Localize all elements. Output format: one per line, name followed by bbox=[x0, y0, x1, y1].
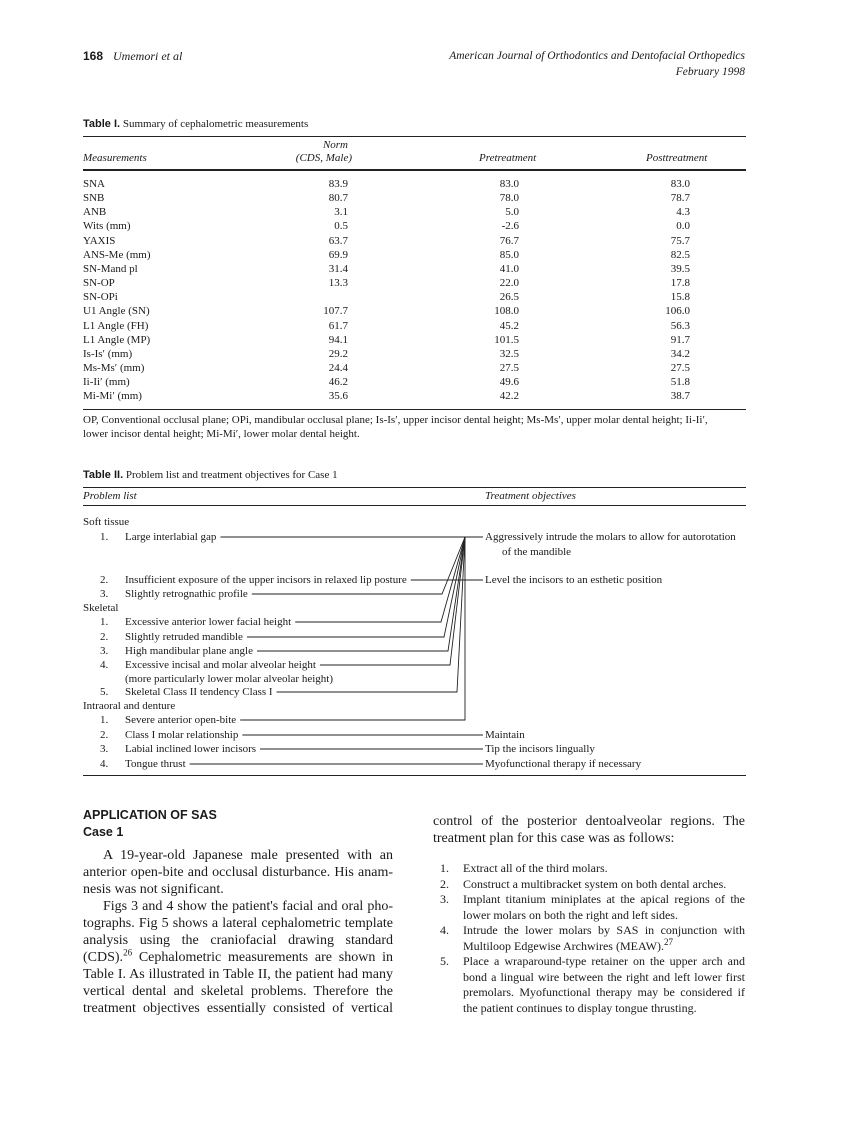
posttreatment-value: 75.7 bbox=[670, 234, 690, 247]
pretreatment-value: 101.5 bbox=[494, 333, 519, 346]
norm-value: 13.3 bbox=[328, 277, 348, 290]
col-header-post: Posttreatment bbox=[646, 152, 708, 164]
problem-item: Excessive anterior lower facial height bbox=[125, 616, 292, 628]
problem-item: Excessive incisal and molar alveolar height bbox=[125, 659, 316, 671]
table1-footnote-line: OP, Conventional occlusal plane; OPi, mandibular occlusal plane; Is-Is′, upper incisor dental height; Ms-Ms′, upper molar dental height; Ii-Ii′, bbox=[83, 414, 708, 426]
posttreatment-value: 39.5 bbox=[670, 262, 690, 275]
connector-line bbox=[252, 537, 465, 594]
plan-item-number: 2. bbox=[440, 876, 449, 891]
plan-item-number: 5. bbox=[440, 954, 449, 968]
norm-value: 31.4 bbox=[328, 262, 348, 275]
row-label: U1 Angle (SN) bbox=[83, 305, 150, 318]
pretreatment-value: 42.2 bbox=[499, 390, 519, 403]
plan-item bbox=[440, 861, 745, 877]
problem-item: Severe anterior open-bite bbox=[125, 714, 237, 726]
section-subheading: Case 1 bbox=[83, 825, 124, 839]
text-line: tographs. Fig 5 shows a lateral cephalometric template bbox=[83, 916, 393, 931]
item-number: 2. bbox=[100, 631, 109, 643]
norm-value: 29.2 bbox=[328, 347, 348, 360]
text-line: nesis was not significant. bbox=[83, 882, 224, 897]
section-label: Skeletal bbox=[83, 602, 119, 614]
text-line: control of the posterior dentoalveolar regions. The bbox=[433, 814, 745, 829]
item-number: 1. bbox=[100, 531, 109, 543]
problem-item: Class I molar relationship bbox=[125, 729, 239, 741]
connector-line bbox=[240, 537, 465, 720]
text-line: analysis using the craniofacial drawing standard bbox=[83, 933, 393, 948]
row-label: SN-Mand pl bbox=[83, 262, 138, 275]
row-label: ANB bbox=[83, 206, 107, 219]
text-line: Figs 3 and 4 show the patient's facial and oral pho- bbox=[103, 899, 393, 914]
connector-line bbox=[277, 537, 465, 692]
item-number: 1. bbox=[100, 616, 109, 628]
posttreatment-value: 83.0 bbox=[670, 178, 690, 190]
row-label: Ms-Ms′ (mm) bbox=[83, 361, 145, 374]
col-header-objectives: Treatment objectives bbox=[485, 490, 576, 502]
problem-item: Slightly retrognathic profile bbox=[125, 588, 248, 600]
text-line: treatment objectives essentially consisted of vertical bbox=[83, 1001, 393, 1016]
connector-line bbox=[320, 537, 465, 665]
col-header-pre: Pretreatment bbox=[479, 152, 537, 164]
pretreatment-value: 5.0 bbox=[505, 206, 519, 219]
journal-title: American Journal of Orthodontics and Dentofacial Orthopedics bbox=[449, 50, 745, 62]
table-label: Table I. bbox=[83, 118, 121, 130]
section-label: Intraoral and denture bbox=[83, 700, 176, 712]
plan-item-number: 4. bbox=[440, 923, 449, 937]
pretreatment-value: 41.0 bbox=[499, 262, 519, 275]
row-label: YAXIS bbox=[83, 234, 116, 247]
row-label: Wits (mm) bbox=[83, 220, 131, 233]
item-number: 3. bbox=[100, 588, 109, 600]
text-span: Multiloop Edgewise Archwires (MEAW). bbox=[463, 938, 664, 953]
pretreatment-value: 49.6 bbox=[499, 376, 519, 389]
text-line bbox=[83, 949, 393, 966]
problem-item: (more particularly lower molar alveolar height) bbox=[125, 673, 333, 685]
item-number: 1. bbox=[100, 714, 109, 726]
connector-line bbox=[295, 537, 465, 622]
pretreatment-value: 85.0 bbox=[499, 248, 519, 261]
posttreatment-value: 106.0 bbox=[665, 305, 690, 318]
norm-value: 69.9 bbox=[328, 248, 348, 261]
problem-item: Slightly retruded mandible bbox=[125, 631, 243, 643]
plan-item-number: 1. bbox=[440, 861, 449, 875]
section-label: Soft tissue bbox=[83, 516, 130, 528]
text-line: A 19-year-old Japanese male presented with an bbox=[103, 848, 393, 863]
row-label: SNB bbox=[83, 192, 105, 205]
row-label: L1 Angle (MP) bbox=[83, 333, 151, 346]
running-authors: Umemori et al bbox=[113, 49, 183, 63]
text-line: treatment plan for this case was as follows: bbox=[433, 831, 675, 846]
row-label: L1 Angle (FH) bbox=[83, 319, 149, 332]
plan-item-line: bond a lingual wire between the right and left lower first bbox=[463, 969, 745, 984]
reference-superscript: 26 bbox=[123, 947, 133, 958]
plan-item-line: Implant titanium miniplates at the apical regions of the bbox=[463, 892, 745, 906]
norm-value: 0.5 bbox=[334, 220, 348, 233]
posttreatment-value: 27.5 bbox=[670, 361, 690, 374]
pretreatment-value: 27.5 bbox=[499, 361, 519, 374]
posttreatment-value: 78.7 bbox=[670, 192, 690, 205]
item-number: 2. bbox=[100, 729, 109, 741]
norm-value: 35.6 bbox=[328, 390, 348, 403]
objective: Myofunctional therapy if necessary bbox=[485, 758, 642, 770]
posttreatment-value: 4.3 bbox=[676, 206, 690, 219]
problem-item: High mandibular plane angle bbox=[125, 645, 253, 657]
objective: Tip the incisors lingually bbox=[485, 743, 595, 755]
row-label: Is-Is′ (mm) bbox=[83, 347, 133, 360]
posttreatment-value: 82.5 bbox=[670, 248, 690, 261]
objective: Aggressively intrude the molars to allow for autorotation bbox=[485, 531, 736, 543]
norm-value: 3.1 bbox=[334, 206, 348, 219]
table-caption-text: Problem list and treatment objectives for Case 1 bbox=[125, 469, 338, 481]
item-number: 4. bbox=[100, 758, 109, 770]
plan-item-line bbox=[463, 936, 745, 955]
page-number: 168 bbox=[83, 49, 104, 63]
row-label: SNA bbox=[83, 178, 106, 190]
posttreatment-value: 51.8 bbox=[670, 376, 690, 389]
posttreatment-value: 0.0 bbox=[676, 220, 690, 233]
plan-item-line: lower molars on both the right and left sides. bbox=[463, 907, 678, 922]
plan-item-line: Intrude the lower molars by SAS in conjunction with bbox=[463, 923, 745, 937]
item-number: 5. bbox=[100, 686, 109, 698]
text-line: Table I. As illustrated in Table II, the patient had many bbox=[83, 967, 393, 982]
reference-superscript: 27 bbox=[664, 936, 673, 947]
table-label: Table II. bbox=[83, 469, 124, 481]
row-label: Mi-Mi′ (mm) bbox=[83, 390, 142, 403]
posttreatment-value: 56.3 bbox=[670, 319, 690, 332]
text-line: anterior open-bite and occlusal disturbance. His anam- bbox=[83, 865, 393, 880]
col-header-problems: Problem list bbox=[83, 490, 137, 502]
norm-value: 94.1 bbox=[328, 333, 348, 346]
norm-value: 24.4 bbox=[328, 361, 348, 374]
right-column bbox=[433, 813, 745, 847]
col-header-norm: Norm bbox=[322, 139, 348, 151]
text-span: (CDS). bbox=[83, 950, 124, 965]
pretreatment-value: 78.0 bbox=[499, 192, 519, 205]
pretreatment-value: -2.6 bbox=[501, 220, 519, 233]
plan-item-line: Construct a multibracket system on both dental arches. bbox=[463, 876, 727, 891]
problem-item: Insufficient exposure of the upper incisors in relaxed lip posture bbox=[125, 574, 407, 586]
row-label: ANS-Me (mm) bbox=[83, 248, 151, 261]
text-span: Cephalometric measurements are shown in bbox=[132, 950, 393, 965]
plan-item bbox=[440, 923, 745, 954]
objective: of the mandible bbox=[502, 546, 572, 558]
section-heading: APPLICATION OF SAS bbox=[83, 808, 217, 822]
norm-value: 63.7 bbox=[328, 234, 348, 247]
norm-value: 107.7 bbox=[323, 305, 348, 318]
pretreatment-value: 45.2 bbox=[499, 319, 519, 332]
row-label: SN-OP bbox=[83, 277, 115, 290]
norm-value: 46.2 bbox=[328, 376, 348, 389]
row-label: SN-OPi bbox=[83, 291, 118, 304]
text-line: vertical dental and skeletal problems. Therefore the bbox=[83, 984, 393, 999]
plan-item-line: Extract all of the third molars. bbox=[463, 861, 608, 875]
posttreatment-value: 17.8 bbox=[670, 277, 690, 290]
item-number: 4. bbox=[100, 659, 109, 671]
problem-item: Large interlabial gap bbox=[125, 531, 217, 543]
posttreatment-value: 91.7 bbox=[670, 333, 690, 346]
norm-value: 61.7 bbox=[328, 319, 348, 332]
pretreatment-value: 108.0 bbox=[494, 305, 519, 318]
plan-item-line: premolars. Myofunctional therapy may be considered if bbox=[463, 985, 745, 999]
plan-item-line: Place a wraparound-type retainer on the upper arch and bbox=[463, 954, 745, 968]
objective: Level the incisors to an esthetic position bbox=[485, 574, 663, 586]
pretreatment-value: 22.0 bbox=[499, 277, 519, 290]
table-caption-text: Summary of cephalometric measurements bbox=[122, 118, 309, 130]
posttreatment-value: 15.8 bbox=[670, 291, 690, 304]
problem-item: Labial inclined lower incisors bbox=[125, 743, 257, 755]
pretreatment-value: 26.5 bbox=[499, 291, 519, 304]
col-header-norm-sub: (CDS, Male) bbox=[295, 152, 352, 164]
posttreatment-value: 34.2 bbox=[670, 347, 690, 360]
item-number: 3. bbox=[100, 645, 109, 657]
plan-item bbox=[440, 877, 745, 893]
problem-item: Tongue thrust bbox=[125, 758, 186, 770]
plan-item bbox=[440, 892, 745, 923]
plan-item-number: 3. bbox=[440, 892, 449, 906]
left-column bbox=[83, 847, 393, 1017]
posttreatment-value: 38.7 bbox=[670, 390, 690, 403]
table1-footnote-line: lower incisor dental height; Mi-Mi′, lower molar dental height. bbox=[83, 428, 360, 440]
norm-value: 83.9 bbox=[328, 178, 348, 190]
item-number: 3. bbox=[100, 743, 109, 755]
problem-item: Skeletal Class II tendency Class I bbox=[125, 686, 273, 698]
plan-item-line: the patient continues to display tongue thrusting. bbox=[463, 1000, 697, 1015]
col-header-measurements: Measurements bbox=[83, 152, 147, 164]
treatment-plan-list bbox=[440, 861, 745, 1016]
pretreatment-value: 83.0 bbox=[499, 178, 519, 190]
pretreatment-value: 76.7 bbox=[499, 234, 519, 247]
norm-value: 80.7 bbox=[328, 192, 348, 205]
issue-date: February 1998 bbox=[675, 66, 745, 78]
objective: Maintain bbox=[485, 729, 525, 741]
plan-item bbox=[440, 954, 745, 1016]
row-label: Ii-Ii′ (mm) bbox=[83, 376, 130, 389]
item-number: 2. bbox=[100, 574, 109, 586]
pretreatment-value: 32.5 bbox=[499, 347, 519, 360]
